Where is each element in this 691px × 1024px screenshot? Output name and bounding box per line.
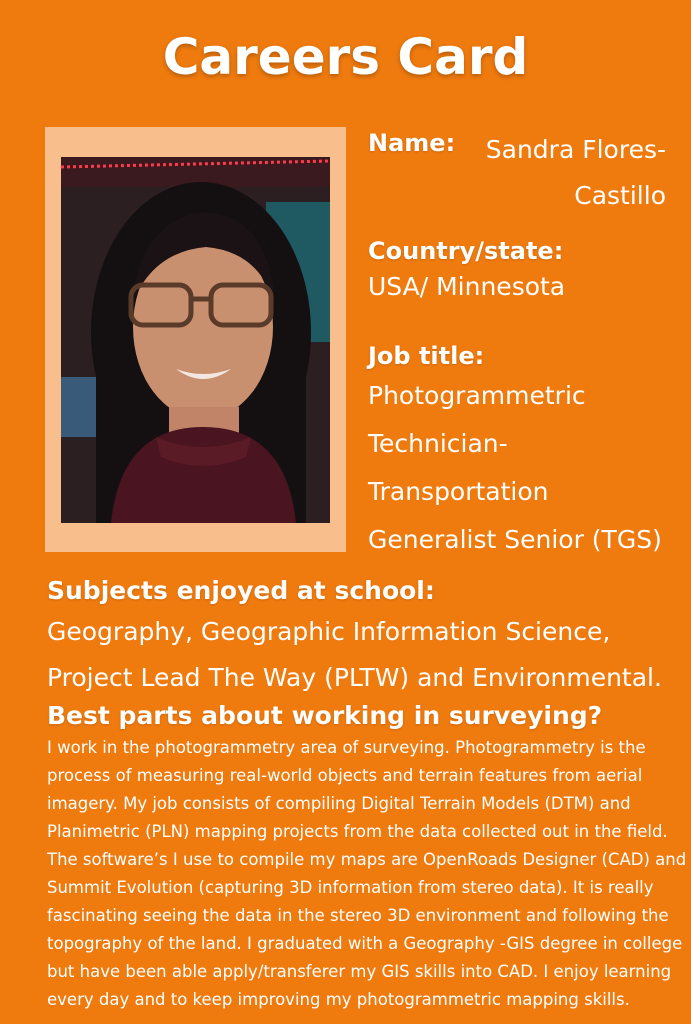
- name-section: [368, 127, 668, 210]
- subjects-section: [47, 573, 677, 701]
- subjects-line: Geography, Geographic Information Science,: [47, 617, 611, 646]
- job-value: [368, 372, 668, 564]
- job-section: [368, 340, 668, 564]
- portrait-illustration: [61, 157, 330, 523]
- body-line: Summit Evolution (capturing 3D information from stereo data). It is really: [47, 878, 654, 897]
- body-line: every day and to keep improving my photogrammetric mapping skills.: [47, 990, 630, 1009]
- country-value: USA/ Minnesota: [368, 272, 566, 301]
- best-parts-body: [47, 734, 687, 1014]
- body-line: The software’s I use to compile my maps are OpenRoads Designer (CAD) and: [47, 850, 687, 869]
- job-line: Photogrammetric: [368, 381, 586, 410]
- best-parts-section: [47, 700, 687, 1014]
- body-line: process of measuring real-world objects and terrain features from aerial: [47, 766, 643, 785]
- card-title: Careers Card: [162, 28, 529, 86]
- job-line: Technician-: [368, 429, 508, 458]
- photo-frame: [45, 127, 346, 552]
- name-line: Castillo: [574, 181, 666, 210]
- name-label: Name:: [368, 129, 456, 157]
- body-line: but have been able apply/transferer my GIS skills into CAD. I enjoy learning: [47, 962, 672, 981]
- profile-photo: [61, 157, 330, 523]
- body-line: topography of the land. I graduated with a Geography -GIS degree in college: [47, 934, 683, 953]
- best-parts-label: Best parts about working in surveying?: [47, 701, 603, 730]
- body-line: fascinating seeing the data in the stereo 3D environment and following the: [47, 906, 669, 925]
- name-line: Sandra Flores-: [485, 135, 666, 164]
- body-line: Planimetric (PLN) mapping projects from the data collected out in the field.: [47, 822, 668, 841]
- subjects-value: [47, 609, 677, 701]
- job-line: Transportation: [368, 477, 549, 506]
- subjects-line: Project Lead The Way (PLTW) and Environmental.: [47, 663, 662, 692]
- country-label: Country/state:: [368, 237, 564, 265]
- job-label: Job title:: [368, 342, 485, 370]
- subjects-label: Subjects enjoyed at school:: [47, 576, 435, 605]
- country-section: [368, 235, 668, 307]
- name-value: [470, 127, 666, 219]
- body-line: I work in the photogrammetry area of surveying. Photogrammetry is the: [47, 738, 646, 757]
- job-line: Generalist Senior (TGS): [368, 525, 662, 554]
- body-line: imagery. My job consists of compiling Digital Terrain Models (DTM) and: [47, 794, 631, 813]
